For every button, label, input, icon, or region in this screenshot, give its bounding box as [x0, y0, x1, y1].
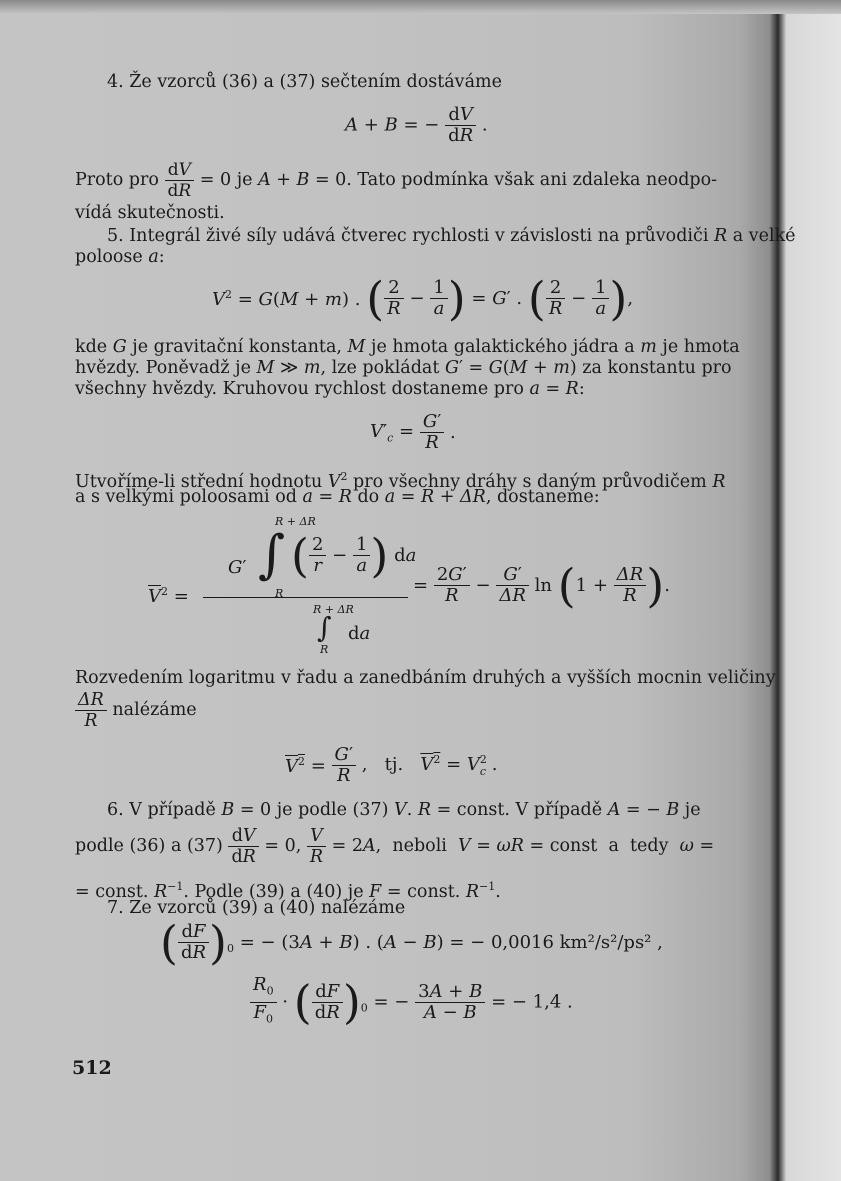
equation-a-plus-b: A + B = − $\frac{dV}{dR}$ . [345, 104, 488, 146]
equation-dF-dR: ( $\frac{dF}{dR}$ )$_0$ = − (3A + B) . (A − B) = − 0,0016 km²/s²/ps² , [160, 915, 663, 970]
paragraph-4-c: vídá skutečnosti. [75, 203, 225, 223]
equation-mean-v-squared: $\overline{V}^2$ = R + ΔR G′ ∫ R ( $\frac{2}{r}$ − $\frac{1}{a}$ ) da R + ΔR ∫ R da = $\frac{2G'}{R}$ − $\frac{G'}{\Delta R}$ ln (1 + $\frac{\Delta R}{R}$ ). [148, 515, 670, 656]
paragraph-5-b: poloose a: [75, 247, 165, 267]
paragraph-5-c: kde G je gravitační konstanta, M je hmota galaktického jádra a m je hmota [75, 337, 740, 357]
top-edge-shadow [0, 0, 841, 14]
page-number: 512 [72, 1057, 112, 1079]
paragraph-6-b: podle (36) a (37) $\frac{dV}{dR}$ = 0, $\frac{V}{R}$ = 2A, neboli V = ωR = const a tedy ω = [75, 826, 715, 867]
equation-normalized-dF-dR: $\frac{R_0}{F_0}$ · ( $\frac{dF}{dR}$ )$_0$ = − $\frac{3A + B}{A - B}$ = − 1,4 . [250, 975, 573, 1029]
paragraph-5-i: $\frac{\Delta R}{R}$ nalézáme [75, 690, 755, 731]
equation-mean-equals-circular: $V^2$ = $\frac{G'}{R}$ , tj. $V^2 = V^2_c$ . [285, 744, 498, 786]
paragraph-6-a: 6. V případě B = 0 je podle (37) V. R = const. V případě A = − B je [107, 800, 701, 820]
normalized-value: = − 1,4 . [491, 991, 573, 1013]
paragraph-5-e: všechny hvězdy. Kruhovou rychlost dostaneme pro a = R: [75, 379, 585, 399]
paragraph-4-intro: 4. Že vzorců (36) a (37) sečtením dostáváme [107, 72, 502, 92]
equation-vis-viva: $V^2 = G(M + m)$ . ( $\frac{2}{R}$ − $\frac{1}{a}$ ) = G′ . ( $\frac{2}{R}$ − $\frac{1}{a}$ ), [212, 271, 634, 326]
paragraph-6-c: = const. $R^{-1}$. Podle (39) a (40) je F = const. $R^{-1}$. [75, 880, 501, 902]
paragraph-7-a: 7. Ze vzorců (39) a (40) nalézáme [107, 898, 406, 918]
dF-dR-value: − 0,0016 km²/s²/ps² , [470, 932, 663, 953]
paragraph-5-g: a s velkými poloosami od a = R do a = R + ΔR, dostaneme: [75, 487, 600, 507]
paragraph-5-a: 5. Integrál živé síly udává čtverec rychlosti v závislosti na průvodiči R a velké [107, 226, 796, 246]
paragraph-5-h: Rozvedením logaritmu v řadu a zanedbáním druhých a vyšších mocnin veličiny [75, 668, 776, 688]
paragraph-5-f: Utvoříme-li střední hodnotu $V^2$ pro všechny dráhy s daným průvodičem R [75, 470, 726, 492]
equation-circular-velocity: $V'_c$ = $\frac{G'}{R}$ . [370, 411, 456, 453]
paragraph-4-b: Proto pro $\frac{dV}{dR}$ = 0 je A + B = 0. Tato podmínka však ani zdaleka neodpo- [75, 160, 718, 201]
paragraph-5-d: hvězdy. Poněvadž je M ≫ m, lze pokládat G′ = G(M + m) za konstantu pro [75, 358, 732, 378]
